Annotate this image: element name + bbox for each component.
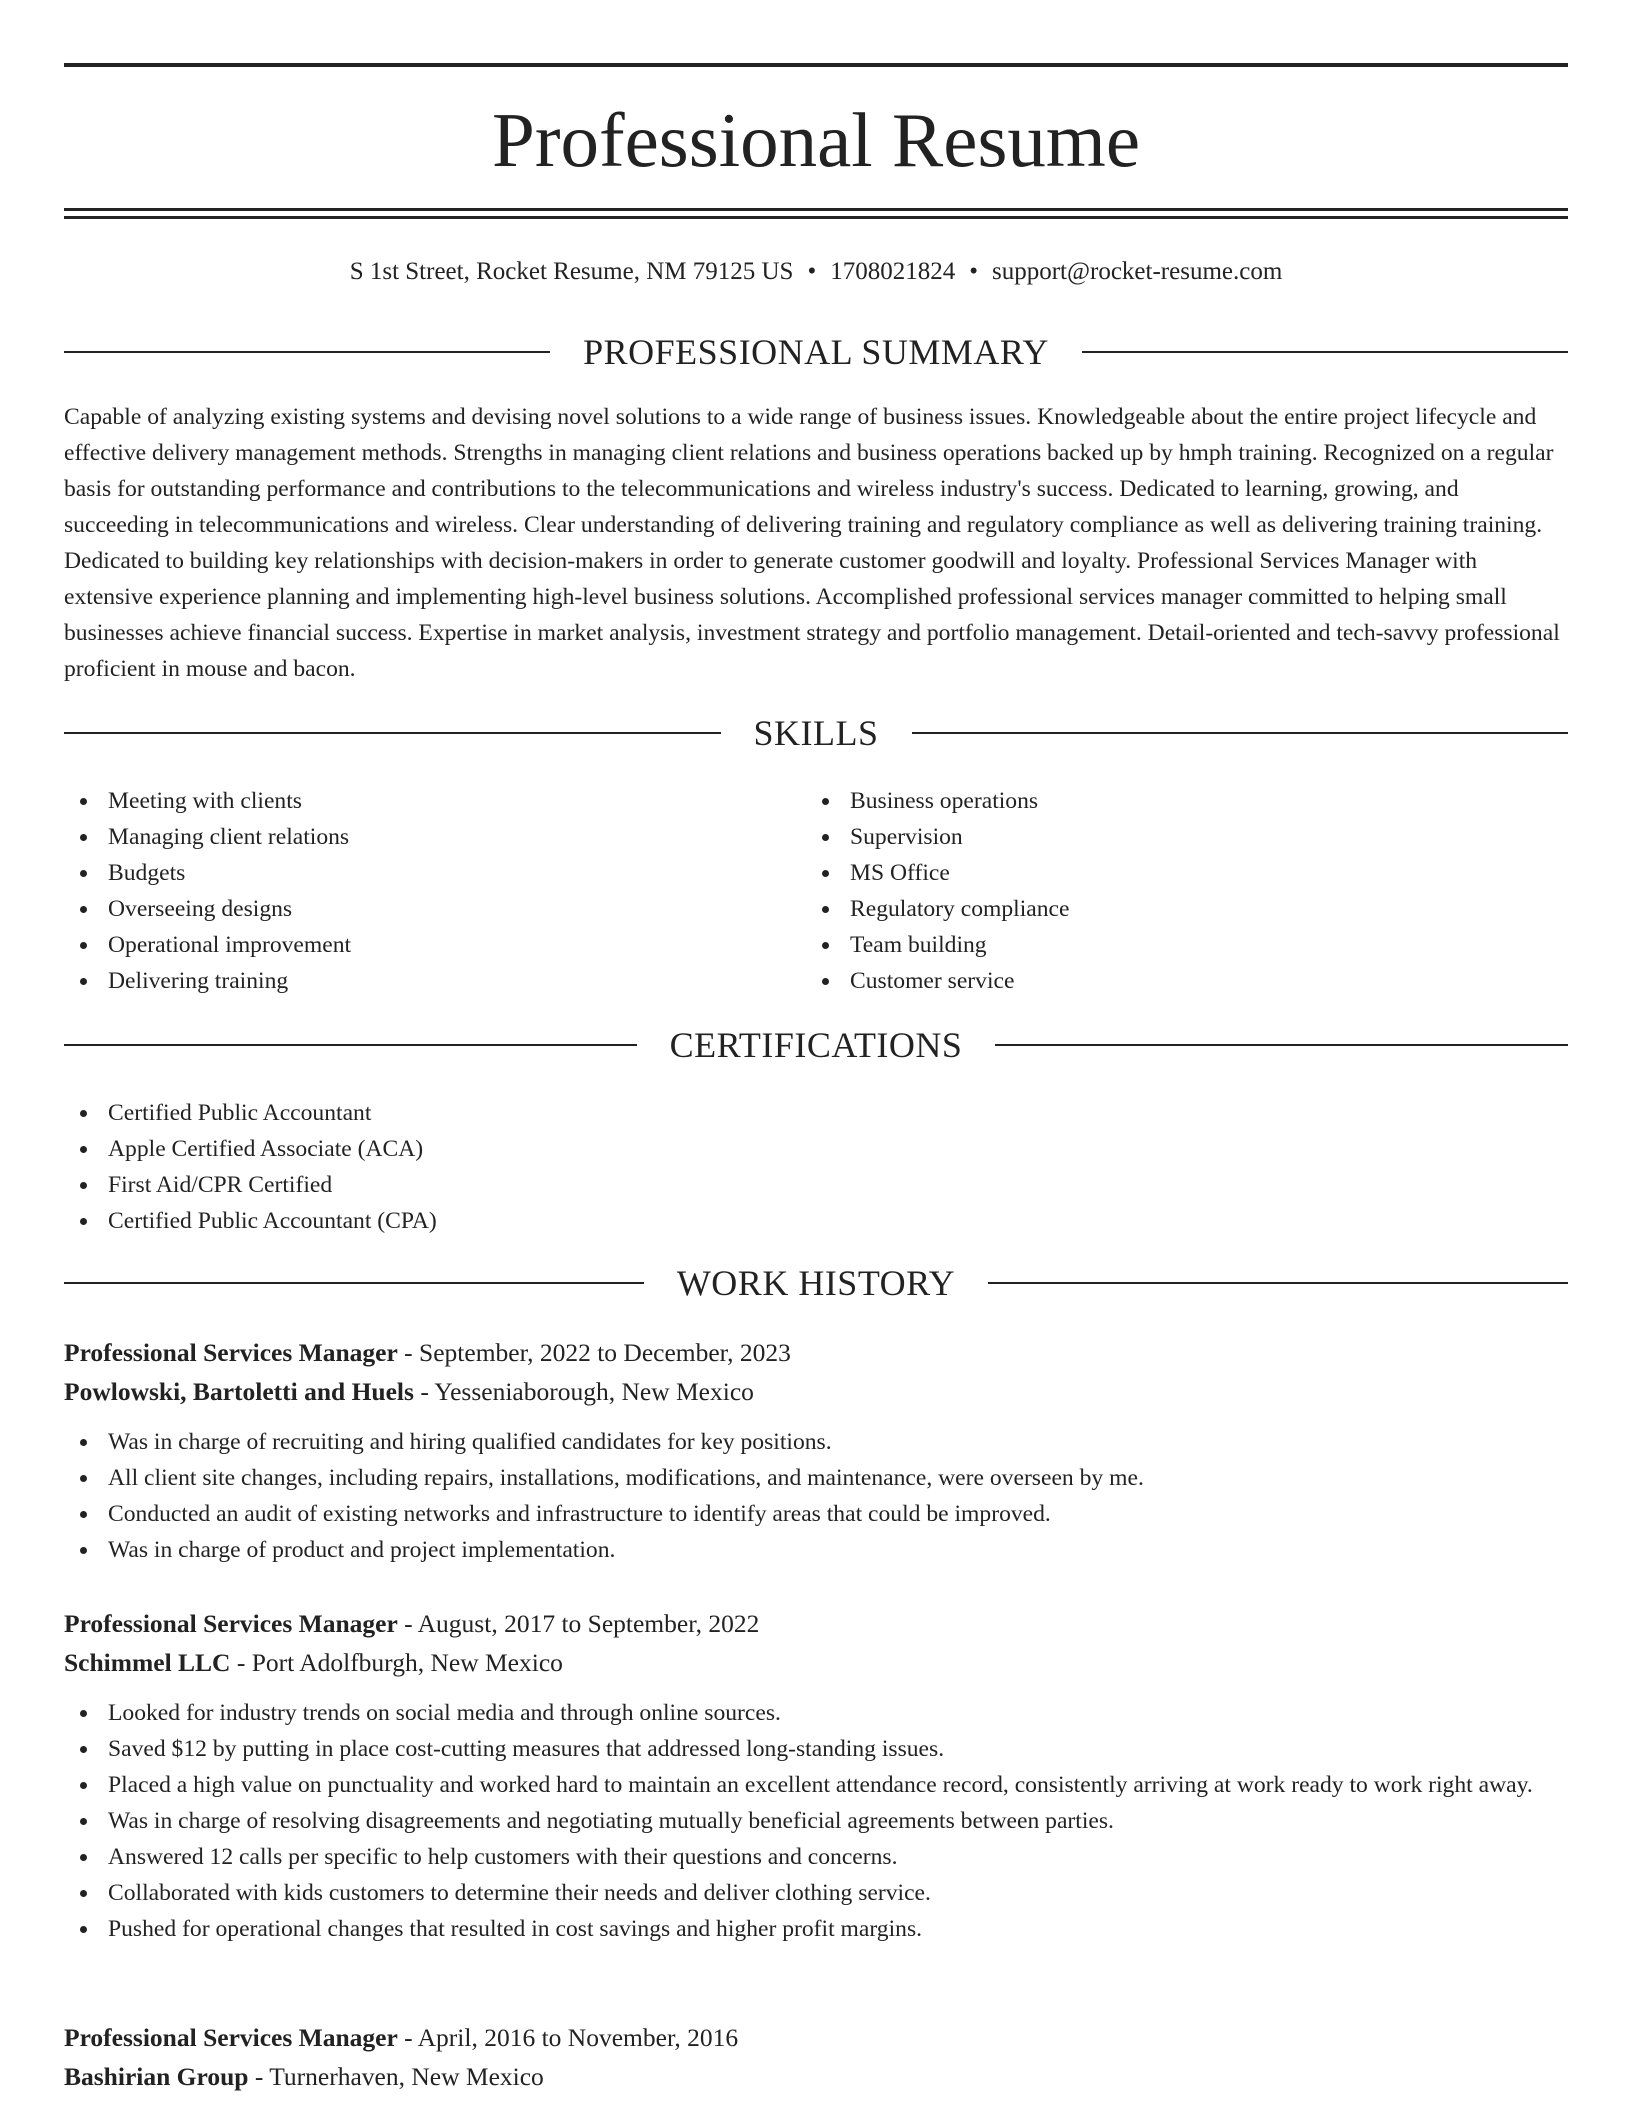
skill-item: Overseeing designs <box>64 891 764 927</box>
job-bullet: Was in charge of resolving disagreements and negotiating mutually beneficial agreements between parties. <box>64 1803 1568 1839</box>
job-entry <box>64 1333 1568 1568</box>
contact-separator: • <box>807 258 817 285</box>
certification-item: First Aid/CPR Certified <box>64 1167 1568 1203</box>
skill-item: MS Office <box>806 855 1506 891</box>
heading-rule <box>1082 351 1568 353</box>
job-location: Port Adolfburgh, New Mexico <box>251 1648 563 1677</box>
job-bullet: Collaborated with kids customers to determine their needs and deliver clothing service. <box>64 1875 1568 1911</box>
job-dates: April, 2016 to November, 2016 <box>417 2023 739 2052</box>
heading-rule <box>988 1282 1568 1284</box>
top-rule <box>64 63 1568 67</box>
job-title-line: Professional Services Manager - April, 2016 to November, 2016 <box>64 2023 739 2052</box>
job-title: Professional Services Manager <box>64 2023 398 2052</box>
job-bullets <box>64 1695 1568 1947</box>
skill-item: Regulatory compliance <box>806 891 1506 927</box>
heading-label: CERTIFICATIONS <box>669 1025 963 1065</box>
heading-rule <box>912 732 1569 734</box>
job-entry <box>64 2018 1568 2096</box>
job-company-line: Powlowski, Bartoletti and Huels - Yesseniaborough, New Mexico <box>64 1377 754 1406</box>
skill-item: Budgets <box>64 855 764 891</box>
job-bullet: Pushed for operational changes that resulted in cost savings and higher profit margins. <box>64 1911 1568 1947</box>
job-entry <box>64 1604 1568 1947</box>
heading-rule <box>64 1044 637 1046</box>
contact-phone: 1708021824 <box>830 258 956 285</box>
section-heading-skills <box>64 711 1568 755</box>
title-rule-upper <box>64 208 1568 211</box>
section-heading-summary <box>64 330 1568 374</box>
heading-label: PROFESSIONAL SUMMARY <box>583 332 1049 372</box>
skill-item: Meeting with clients <box>64 783 764 819</box>
contact-email: support@rocket-resume.com <box>991 258 1283 285</box>
job-dates: August, 2017 to September, 2022 <box>417 1609 760 1638</box>
skills-list-right <box>806 783 1506 999</box>
skill-item: Operational improvement <box>64 927 764 963</box>
job-bullets <box>64 1424 1568 1568</box>
job-title: Professional Services Manager <box>64 1338 398 1367</box>
job-bullet: Placed a high value on punctuality and worked hard to maintain an excellent attendance record, consistently arriving at work ready to work right away. <box>64 1767 1568 1803</box>
job-title: Professional Services Manager <box>64 1609 398 1638</box>
skill-item: Customer service <box>806 963 1506 999</box>
certifications <box>64 1095 1568 1239</box>
job-bullet: Answered 12 calls per specific to help customers with their questions and concerns. <box>64 1839 1568 1875</box>
certifications-list <box>64 1095 1568 1239</box>
heading-label: SKILLS <box>753 713 879 753</box>
skills-column-left <box>64 783 764 999</box>
job-bullet: Looked for industry trends on social media and through online sources. <box>64 1695 1568 1731</box>
job-title-line: Professional Services Manager - August, 2017 to September, 2022 <box>64 1609 760 1638</box>
job-title-line: Professional Services Manager - September, 2022 to December, 2023 <box>64 1338 791 1367</box>
job-dates: September, 2022 to December, 2023 <box>419 1338 791 1367</box>
skill-item: Managing client relations <box>64 819 764 855</box>
skill-item: Delivering training <box>64 963 764 999</box>
job-bullet: All client site changes, including repairs, installations, modifications, and maintenance, were overseen by me. <box>64 1460 1568 1496</box>
heading-label: WORK HISTORY <box>676 1263 956 1303</box>
resume-title: Professional Resume <box>492 97 1140 183</box>
certification-item: Apple Certified Associate (ACA) <box>64 1131 1568 1167</box>
certification-item: Certified Public Accountant (CPA) <box>64 1203 1568 1239</box>
heading-rule <box>995 1044 1568 1046</box>
job-company: Bashirian Group <box>64 2062 249 2091</box>
skill-item: Team building <box>806 927 1506 963</box>
skills-column-right <box>806 783 1506 999</box>
heading-rule <box>64 1282 644 1284</box>
job-bullet: Saved $12 by putting in place cost-cutting measures that addressed long-standing issues. <box>64 1731 1568 1767</box>
title-rule-lower <box>64 216 1568 219</box>
job-company: Schimmel LLC <box>64 1648 231 1677</box>
job-company-line: Bashirian Group - Turnerhaven, New Mexico <box>64 2062 544 2091</box>
section-heading-work-history <box>64 1261 1568 1305</box>
job-bullet: Conducted an audit of existing networks and infrastructure to identify areas that could be improved. <box>64 1496 1568 1532</box>
contact-separator: • <box>969 258 978 285</box>
certification-item: Certified Public Accountant <box>64 1095 1568 1131</box>
skill-item: Supervision <box>806 819 1506 855</box>
summary-text: Capable of analyzing existing systems and devising novel solutions to a wide range of business issues. Knowledgeable about the entire project lifecycle and effective delivery management methods. Strengths in managing client relations and business operations backed up by hmph training. Recognized on a regular basis for outstanding performance and contributions to the telecommunications and wireless industry's success. Dedicated to learning, growing, and succeeding in telecommunications and wireless. Clear understanding of delivering training and regulatory compliance as well as delivering training training. Dedicated to building key relationships with decision-makers in order to generate customer goodwill and loyalty. Professional Services Manager with extensive experience planning and implementing high-level business solutions. Accomplished professional services manager committed to helping small businesses achieve financial success. Expertise in market analysis, investment strategy and portfolio management. Detail-oriented and tech-savvy professional proficient in mouse and bacon. <box>64 404 1560 682</box>
job-location: Yesseniaborough, New Mexico <box>434 1377 754 1406</box>
job-company-line: Schimmel LLC - Port Adolfburgh, New Mexico <box>64 1648 563 1677</box>
job-bullet: Was in charge of recruiting and hiring qualified candidates for key positions. <box>64 1424 1568 1460</box>
heading-rule <box>64 351 550 353</box>
job-bullet: Was in charge of product and project implementation. <box>64 1532 1568 1568</box>
contact-address: S 1st Street, Rocket Resume, NM 79125 US <box>349 258 794 285</box>
job-company: Powlowski, Bartoletti and Huels <box>64 1377 414 1406</box>
job-location: Turnerhaven, New Mexico <box>269 2062 544 2091</box>
skills-list-left <box>64 783 764 999</box>
contact-line <box>64 254 1568 290</box>
skill-item: Business operations <box>806 783 1506 819</box>
heading-rule <box>64 732 721 734</box>
section-heading-certifications <box>64 1023 1568 1067</box>
